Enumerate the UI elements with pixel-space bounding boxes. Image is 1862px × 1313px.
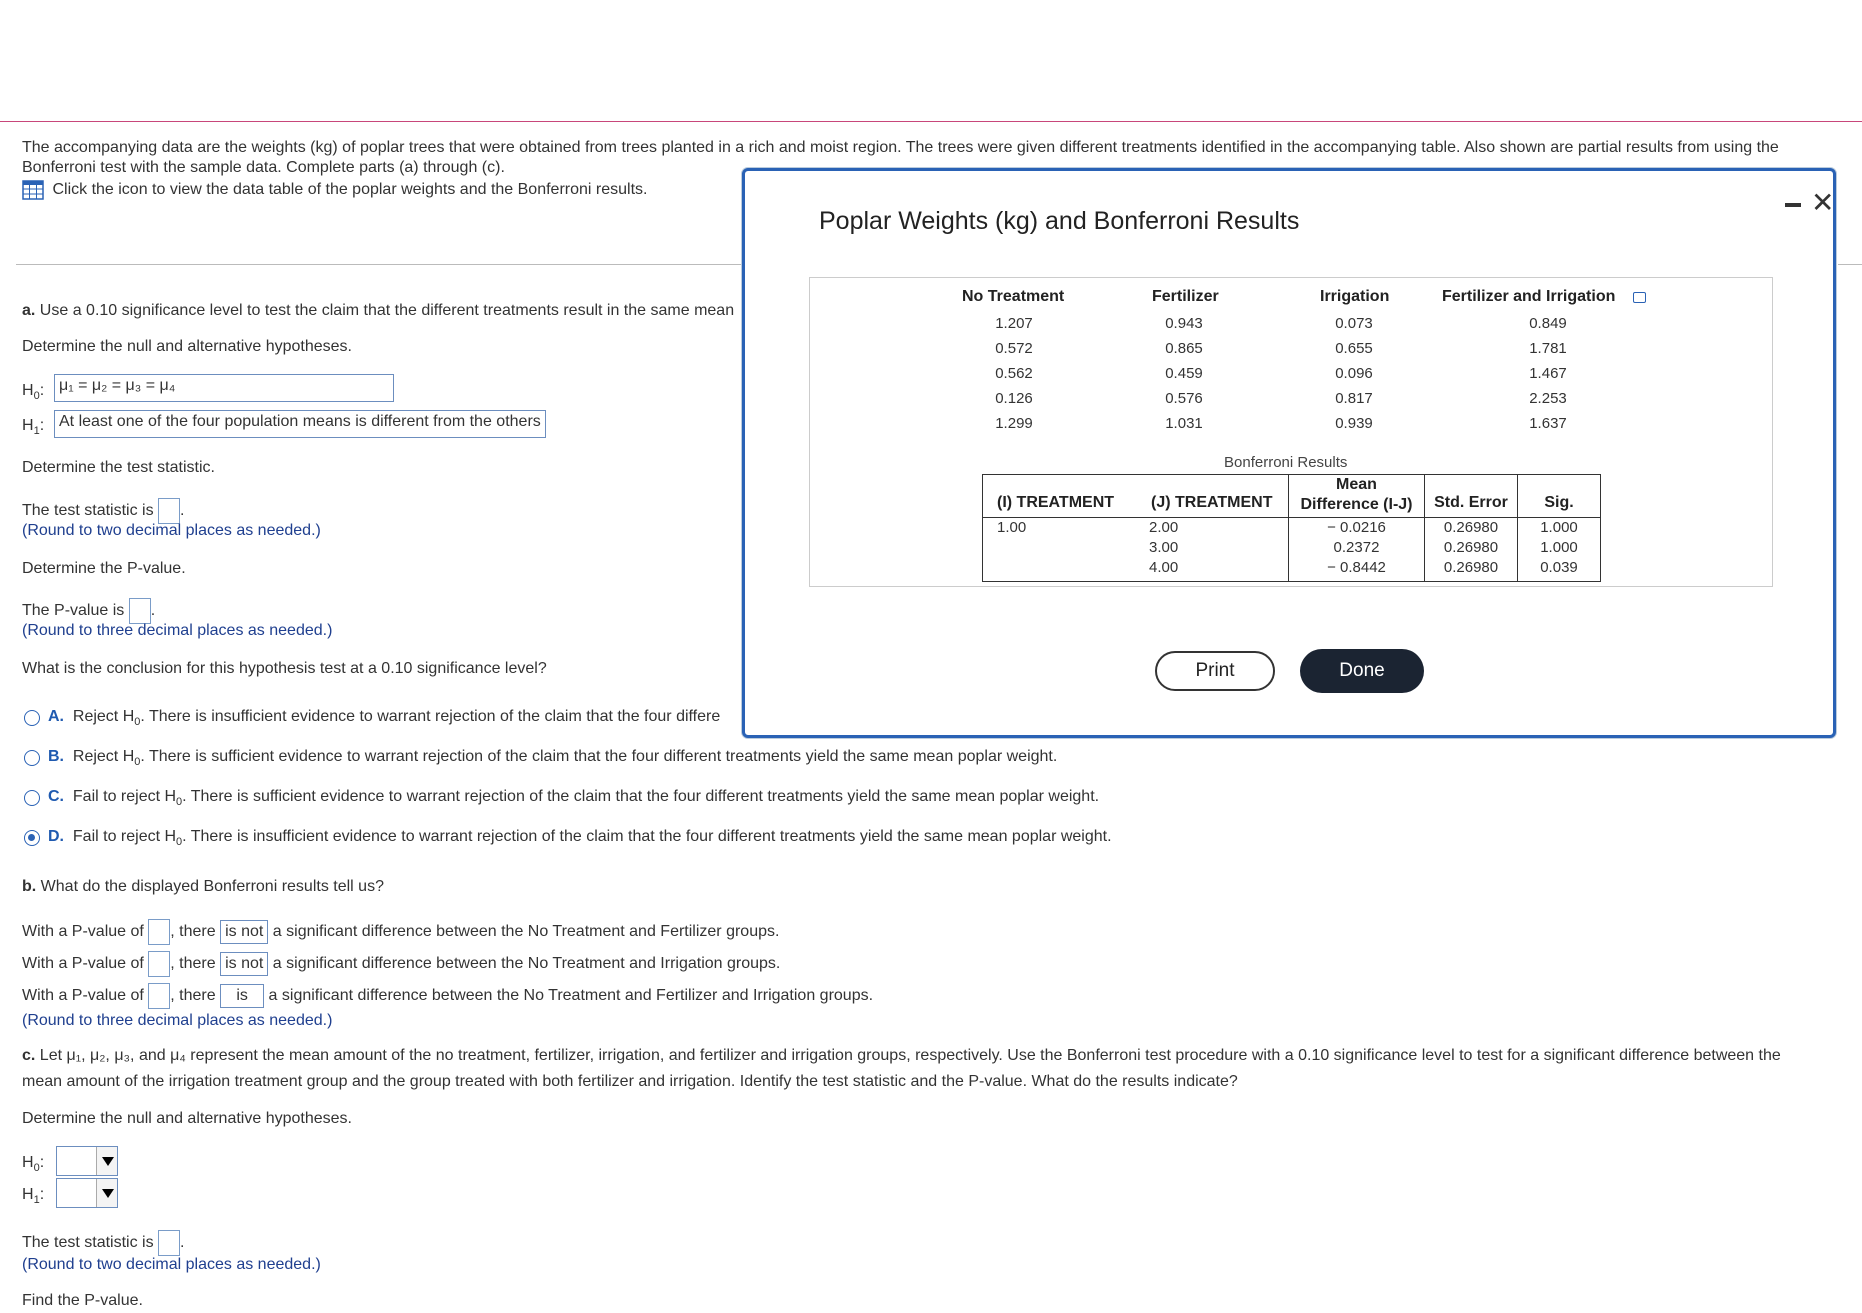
part-c-prompt-2: mean amount of the irrigation treatment group and the group treated with both fertilizer and irrigation. Identify the test statistic and the P-value. What do the results indicate? <box>22 1073 1238 1090</box>
option-d[interactable]: D. Fail to reject $H_0$. There is insufficient evidence to warrant rejection of the claim that the four different treatments yield the same mean poplar weight. <box>48 828 1112 849</box>
part-a-prompt: a. Use a 0.10 significance level to test the claim that the different treatments result in the same mean <box>22 302 735 319</box>
part-a-p-input[interactable] <box>129 598 151 624</box>
cell: 0.576 <box>1165 390 1203 407</box>
part-c-h0: $H_0$: <box>22 1154 45 1175</box>
part-c-h1: $H_1$: <box>22 1186 45 1207</box>
cell: 0.943 <box>1165 315 1203 332</box>
bon-head-sig: Sig. <box>1544 494 1574 511</box>
cell: 1.637 <box>1529 415 1567 432</box>
part-c-stat-input[interactable] <box>158 1230 180 1256</box>
bon-j: 3.00 <box>1149 539 1179 556</box>
cell: 0.865 <box>1165 340 1203 357</box>
divider-right <box>1838 264 1862 265</box>
chevron-down-icon[interactable] <box>96 1179 117 1207</box>
bon-diff: − 0.8442 <box>1327 559 1386 576</box>
part-b-choice-3[interactable]: is <box>220 984 264 1008</box>
part-c-p-prompt: Find the P-value. <box>22 1292 143 1309</box>
part-a-stat-prompt: Determine the test statistic. <box>22 459 215 476</box>
part-c-hyp-prompt: Determine the null and alternative hypotheses. <box>22 1110 352 1127</box>
part-a-h1-value: At least one of the four population means is different from the others <box>59 413 541 430</box>
part-b-p-input-3[interactable] <box>148 983 170 1009</box>
part-a-p-line: The P-value is . <box>22 598 155 624</box>
table-icon[interactable] <box>22 180 44 200</box>
print-button[interactable]: Print <box>1155 651 1275 691</box>
part-a-stat-input[interactable] <box>158 498 180 524</box>
bon-j: 2.00 <box>1149 519 1179 536</box>
bon-head-j: (J) TREATMENT <box>1151 494 1273 511</box>
intro-paragraph: The accompanying data are the weights (kg) of poplar trees that were obtained from trees planted in a rich and moist region. The trees were given different treatments identified in the accompanying table. Also shown are partial results from using the Bonferroni test with the sample data. Complete parts (a) through (c). <box>22 139 1779 176</box>
part-b-p-input-2[interactable] <box>148 951 170 977</box>
data-table-link-text[interactable]: Click the icon to view the data table of the poplar weights and the Bonferroni results. <box>52 181 648 199</box>
part-a-stat-round: (Round to two decimal places as needed.) <box>22 522 321 539</box>
part-a-p-round: (Round to three decimal places as needed.) <box>22 622 333 639</box>
col-fert-irrigation: Fertilizer and Irrigation <box>1442 288 1616 305</box>
option-c-radio[interactable] <box>24 790 40 806</box>
part-a-h0: $H_0$: <box>22 382 45 403</box>
cell: 1.781 <box>1529 340 1567 357</box>
part-c-stat-line: The test statistic is . <box>22 1230 185 1256</box>
cell: 0.459 <box>1165 365 1203 382</box>
cell: 0.572 <box>995 340 1033 357</box>
part-b-row-1: With a P-value of , there is not a significant difference between the No Treatment and Fertilizer groups. <box>22 919 779 945</box>
part-a-hyp-prompt: Determine the null and alternative hypotheses. <box>22 338 352 355</box>
part-b-round: (Round to three decimal places as needed.) <box>22 1012 333 1029</box>
data-modal <box>742 168 1836 738</box>
part-a-h1: $H_1$: <box>22 417 45 438</box>
col-no-treatment: No Treatment <box>962 288 1065 305</box>
col-fertilizer: Fertilizer <box>1152 288 1219 305</box>
divider <box>983 517 1600 518</box>
bon-se: 0.26980 <box>1443 539 1499 556</box>
part-a-p-prompt: Determine the P-value. <box>22 560 186 577</box>
cell: 1.299 <box>995 415 1033 432</box>
bon-head-diff: Difference (I-J) <box>1300 496 1413 513</box>
cell: 2.253 <box>1529 390 1567 407</box>
part-c-prompt-1: c. Let μ₁, μ₂, μ₃, and μ₄ represent the mean amount of the no treatment, fertilizer, irrigation, and fertilizer and irrigation groups, respectively. Use the Bonferroni test procedure with a 0.10 significance level to test for a significant difference between the <box>22 1047 1781 1064</box>
bon-j: 4.00 <box>1149 559 1179 576</box>
option-d-radio[interactable] <box>24 830 40 846</box>
cell: 1.207 <box>995 315 1033 332</box>
option-b[interactable]: B. Reject $H_0$. There is sufficient evidence to warrant rejection of the claim that the four different treatments yield the same mean poplar weight. <box>48 748 1058 769</box>
bon-sig: 1.000 <box>1540 519 1578 536</box>
data-table-link[interactable] <box>22 180 647 200</box>
modal-title: Poplar Weights (kg) and Bonferroni Results <box>819 207 1300 235</box>
option-a[interactable]: A. Reject $H_0$. There is insufficient evidence to warrant rejection of the claim that the four differe <box>48 708 721 729</box>
part-a-h1-field[interactable] <box>54 410 546 438</box>
option-c[interactable]: C. Fail to reject $H_0$. There is sufficient evidence to warrant rejection of the claim that the four different treatments yield the same mean poplar weight. <box>48 788 1100 809</box>
bonferroni-title: Bonferroni Results <box>1224 454 1348 471</box>
cell: 0.939 <box>1335 415 1373 432</box>
part-c-h0-dropdown[interactable] <box>56 1146 118 1176</box>
cell: 0.096 <box>1335 365 1373 382</box>
copy-icon[interactable] <box>1633 292 1646 303</box>
bon-sig: 1.000 <box>1540 539 1578 556</box>
cell: 0.126 <box>995 390 1033 407</box>
bon-head-i: (I) TREATMENT <box>997 494 1115 511</box>
part-b-p-input-1[interactable] <box>148 919 170 945</box>
chevron-down-icon[interactable] <box>96 1147 117 1175</box>
cell: 0.562 <box>995 365 1033 382</box>
cell: 0.073 <box>1335 315 1373 332</box>
bon-diff: − 0.0216 <box>1327 519 1386 536</box>
part-a-conclusion-prompt: What is the conclusion for this hypothesis test at a 0.10 significance level? <box>22 660 547 677</box>
cell: 1.467 <box>1529 365 1567 382</box>
bon-head-se: Std. Error <box>1434 494 1508 511</box>
part-b-row-3: With a P-value of , there is a significant difference between the No Treatment and Fertilizer and Irrigation groups. <box>22 983 873 1009</box>
top-rule <box>0 121 1862 122</box>
data-panel <box>809 277 1773 587</box>
bon-i-value: 1.00 <box>997 519 1027 536</box>
cell: 1.031 <box>1165 415 1203 432</box>
close-icon[interactable]: ✕ <box>1811 187 1835 218</box>
bon-se: 0.26980 <box>1443 519 1499 536</box>
bonferroni-table <box>982 474 1601 582</box>
part-c-stat-round: (Round to two decimal places as needed.) <box>22 1256 321 1273</box>
divider <box>16 264 746 265</box>
part-b-row-2: With a P-value of , there is not a significant difference between the No Treatment and Irrigation groups. <box>22 951 780 977</box>
part-c-h1-dropdown[interactable] <box>56 1178 118 1208</box>
minus-icon[interactable] <box>1785 203 1801 207</box>
done-button[interactable]: Done <box>1300 649 1424 693</box>
bon-se: 0.26980 <box>1443 559 1499 576</box>
part-b-choice-1[interactable]: is not <box>220 920 268 944</box>
bon-diff: 0.2372 <box>1333 539 1380 556</box>
col-irrigation: Irrigation <box>1320 288 1390 305</box>
option-a-radio[interactable] <box>24 710 40 726</box>
cell: 0.849 <box>1529 315 1567 332</box>
part-a-h0-field[interactable] <box>54 374 394 402</box>
part-a-stat-line: The test statistic is . <box>22 498 185 524</box>
bon-head-mean: Mean <box>1336 476 1377 493</box>
bon-sig: 0.039 <box>1540 559 1578 576</box>
option-b-radio[interactable] <box>24 750 40 766</box>
cell: 0.817 <box>1335 390 1373 407</box>
part-b-choice-2[interactable]: is not <box>220 952 268 976</box>
cell: 0.655 <box>1335 340 1373 357</box>
part-a-h0-value: μ₁ = μ₂ = μ₃ = μ₄ <box>59 377 176 394</box>
part-b-prompt: b. What do the displayed Bonferroni results tell us? <box>22 878 384 895</box>
